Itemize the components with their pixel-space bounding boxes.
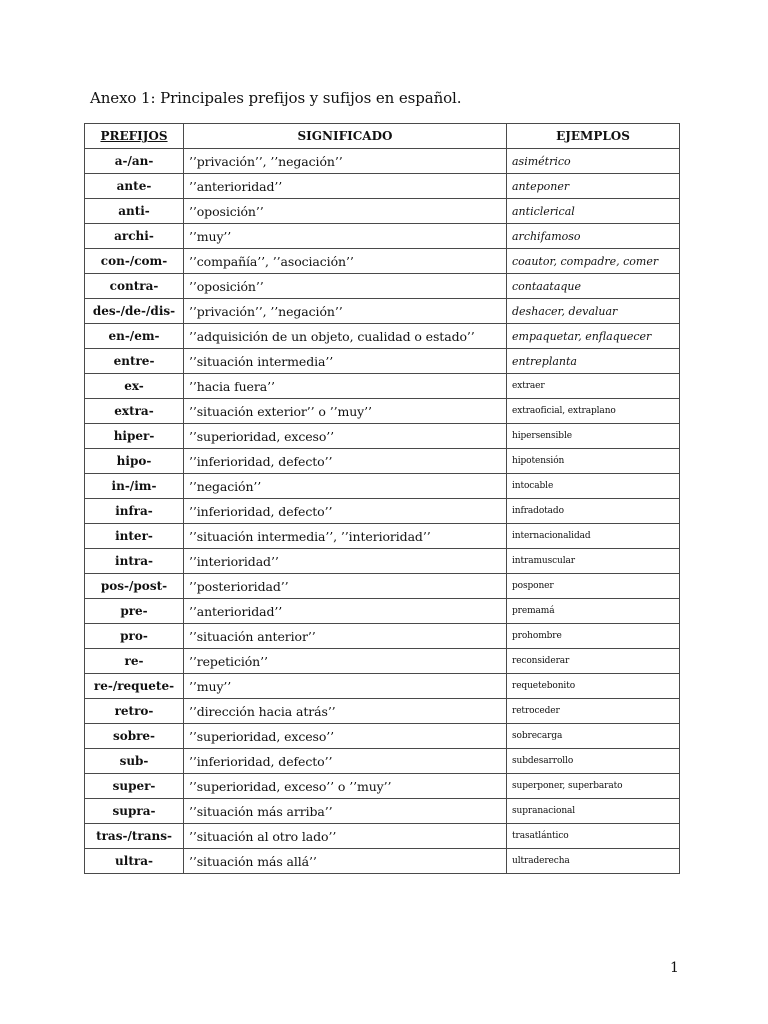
table-row <box>85 324 680 349</box>
examples-cell: hipotensión <box>507 449 680 474</box>
examples-cell: anticlerical <box>507 199 680 224</box>
examples-cell: prohombre <box>507 624 680 649</box>
prefix-cell: extra- <box>85 399 184 424</box>
prefix-cell: a-/an- <box>85 149 184 174</box>
table-row <box>85 524 680 549</box>
examples-cell: asimétrico <box>507 149 680 174</box>
examples-cell: coautor, compadre, comer <box>507 249 680 274</box>
prefix-cell: in-/im- <box>85 474 184 499</box>
prefix-cell: entre- <box>85 349 184 374</box>
prefix-cell: sobre- <box>85 724 184 749</box>
table-row <box>85 224 680 249</box>
examples-cell: internacionalidad <box>507 524 680 549</box>
table-row <box>85 399 680 424</box>
prefix-cell: sub- <box>85 749 184 774</box>
prefix-cell: re-/requete- <box>85 674 184 699</box>
examples-cell: intramuscular <box>507 549 680 574</box>
prefix-cell: tras-/trans- <box>85 824 184 849</box>
meaning-cell: ’’repetición’’ <box>184 649 507 674</box>
examples-cell: intocable <box>507 474 680 499</box>
examples-cell: contaataque <box>507 274 680 299</box>
meaning-cell: ’’situación intermedia’’ <box>184 349 507 374</box>
prefix-cell: infra- <box>85 499 184 524</box>
meaning-cell: ’’situación anterior’’ <box>184 624 507 649</box>
table-row <box>85 374 680 399</box>
prefix-cell: inter- <box>85 524 184 549</box>
meaning-cell: ’’inferioridad, defecto’’ <box>184 499 507 524</box>
meaning-cell: ’’oposición’’ <box>184 199 507 224</box>
header-prefijos-label: PREFIJOS <box>100 129 168 143</box>
header-prefijos <box>85 124 184 149</box>
prefix-cell: retro- <box>85 699 184 724</box>
meaning-cell: ’’muy’’ <box>184 674 507 699</box>
table-row <box>85 849 680 874</box>
examples-cell: superponer, superbarato <box>507 774 680 799</box>
prefix-cell: re- <box>85 649 184 674</box>
examples-cell: extraoficial, extraplano <box>507 399 680 424</box>
prefix-cell: supra- <box>85 799 184 824</box>
meaning-cell: ’’inferioridad, defecto’’ <box>184 449 507 474</box>
meaning-cell: ’’inferioridad, defecto’’ <box>184 749 507 774</box>
table-body <box>85 149 680 874</box>
table-row <box>85 149 680 174</box>
table-row <box>85 474 680 499</box>
table-row <box>85 724 680 749</box>
examples-cell: hipersensible <box>507 424 680 449</box>
prefix-cell: intra- <box>85 549 184 574</box>
examples-cell: supranacional <box>507 799 680 824</box>
examples-cell: extraer <box>507 374 680 399</box>
page-title: Anexo 1: Principales prefijos y sufijos en español. <box>90 89 462 107</box>
table-row <box>85 424 680 449</box>
examples-cell: posponer <box>507 574 680 599</box>
header-significado: SIGNIFICADO <box>184 124 507 149</box>
table-row <box>85 649 680 674</box>
prefix-cell: con-/com- <box>85 249 184 274</box>
meaning-cell: ’’interioridad’’ <box>184 549 507 574</box>
page-number: 1 <box>670 960 679 976</box>
meaning-cell: ’’situación exterior’’ o ’’muy’’ <box>184 399 507 424</box>
table-row <box>85 774 680 799</box>
meaning-cell: ’’privación’’, ’’negación’’ <box>184 299 507 324</box>
meaning-cell: ’’privación’’, ’’negación’’ <box>184 149 507 174</box>
meaning-cell: ’’anterioridad’’ <box>184 599 507 624</box>
meaning-cell: ’’oposición’’ <box>184 274 507 299</box>
examples-cell: empaquetar, enflaquecer <box>507 324 680 349</box>
examples-cell: anteponer <box>507 174 680 199</box>
examples-cell: sobrecarga <box>507 724 680 749</box>
table-row <box>85 699 680 724</box>
examples-cell: retroceder <box>507 699 680 724</box>
examples-cell: premamá <box>507 599 680 624</box>
meaning-cell: ’’adquisición de un objeto, cualidad o estado’’ <box>184 324 507 349</box>
examples-cell: ultraderecha <box>507 849 680 874</box>
table-row <box>85 549 680 574</box>
examples-cell: reconsiderar <box>507 649 680 674</box>
table-header-row <box>85 124 680 149</box>
meaning-cell: ’’superioridad, exceso’’ <box>184 424 507 449</box>
meaning-cell: ’’situación al otro lado’’ <box>184 824 507 849</box>
prefix-cell: anti- <box>85 199 184 224</box>
prefix-cell: pre- <box>85 599 184 624</box>
meaning-cell: ’’situación más arriba’’ <box>184 799 507 824</box>
meaning-cell: ’’posterioridad’’ <box>184 574 507 599</box>
prefix-table <box>84 123 680 874</box>
meaning-cell: ’’anterioridad’’ <box>184 174 507 199</box>
table-row <box>85 174 680 199</box>
meaning-cell: ’’muy’’ <box>184 224 507 249</box>
examples-cell: entreplanta <box>507 349 680 374</box>
table-row <box>85 674 680 699</box>
prefix-cell: ex- <box>85 374 184 399</box>
table-row <box>85 574 680 599</box>
meaning-cell: ’’negación’’ <box>184 474 507 499</box>
meaning-cell: ’’superioridad, exceso’’ o ’’muy’’ <box>184 774 507 799</box>
prefix-cell: ultra- <box>85 849 184 874</box>
prefix-cell: hipo- <box>85 449 184 474</box>
meaning-cell: ’’dirección hacia atrás’’ <box>184 699 507 724</box>
table-row <box>85 749 680 774</box>
examples-cell: requetebonito <box>507 674 680 699</box>
meaning-cell: ’’hacia fuera’’ <box>184 374 507 399</box>
examples-cell: trasatlántico <box>507 824 680 849</box>
table-row <box>85 449 680 474</box>
meaning-cell: ’’superioridad, exceso’’ <box>184 724 507 749</box>
examples-cell: subdesarrollo <box>507 749 680 774</box>
examples-cell: deshacer, devaluar <box>507 299 680 324</box>
prefix-cell: des-/de-/dis- <box>85 299 184 324</box>
prefix-cell: super- <box>85 774 184 799</box>
table-row <box>85 349 680 374</box>
table-row <box>85 299 680 324</box>
meaning-cell: ’’compañía’’, ’’asociación’’ <box>184 249 507 274</box>
prefix-cell: pos-/post- <box>85 574 184 599</box>
prefix-cell: en-/em- <box>85 324 184 349</box>
table-row <box>85 624 680 649</box>
table-row <box>85 799 680 824</box>
table-row <box>85 274 680 299</box>
prefix-cell: hiper- <box>85 424 184 449</box>
table-row <box>85 249 680 274</box>
prefix-cell: archi- <box>85 224 184 249</box>
table-row <box>85 599 680 624</box>
examples-cell: infradotado <box>507 499 680 524</box>
meaning-cell: ’’situación más allá’’ <box>184 849 507 874</box>
table-row <box>85 499 680 524</box>
meaning-cell: ’’situación intermedia’’, ’’interioridad’’ <box>184 524 507 549</box>
table-row <box>85 824 680 849</box>
table-row <box>85 199 680 224</box>
examples-cell: archifamoso <box>507 224 680 249</box>
prefix-cell: ante- <box>85 174 184 199</box>
prefix-cell: contra- <box>85 274 184 299</box>
prefix-cell: pro- <box>85 624 184 649</box>
header-ejemplos: EJEMPLOS <box>507 124 680 149</box>
